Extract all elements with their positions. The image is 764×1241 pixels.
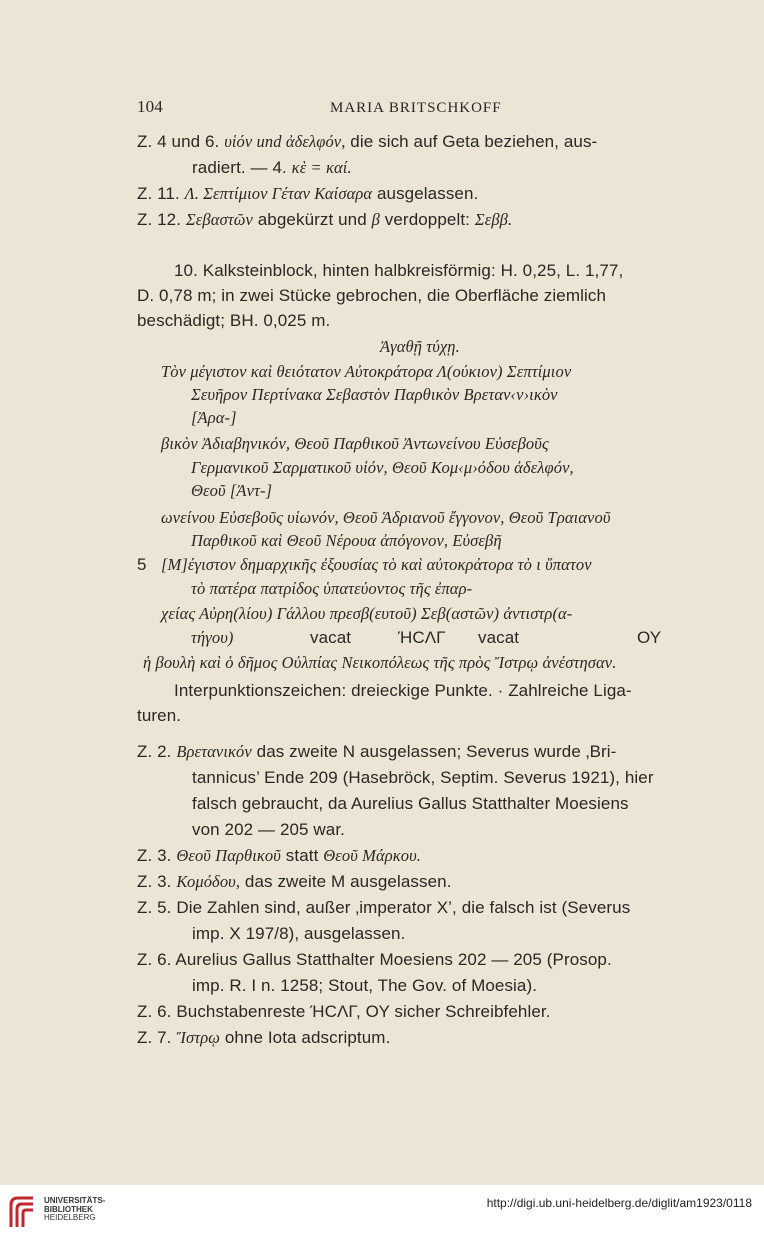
note-text: das zweite Μ ausgelassen. (244, 872, 452, 891)
inscription-line: χείας Αὐρη(λίου) Γάλλου πρεσβ(ευτοῦ) Σεβ(αστῶν) ἀντιστρ(α- (161, 604, 573, 623)
note-greek: Σεβαστῶν (185, 210, 253, 229)
note-text: die sich auf Geta beziehen, aus- (350, 132, 598, 151)
inscription-line: Ἀγαθῇ τύχῃ. (380, 337, 460, 356)
note-greek: β (371, 210, 380, 229)
note-z6b (137, 1001, 551, 1023)
note-cont: von 202 — 205 war. (192, 820, 346, 839)
line-number: 5 (137, 555, 147, 574)
entry-line: 10. Kalksteinblock, hinten halbkreisförmig: H. 0,25, L. 1,77, (174, 261, 624, 280)
interpunct-line: turen. (137, 706, 182, 725)
logo-line: HEIDELBERG (44, 1213, 96, 1222)
note-label: Z. 4 und 6. (137, 132, 220, 151)
logo-line: BIBLIOTHEK (44, 1204, 93, 1214)
note-text: verdoppelt: (384, 210, 470, 229)
running-title: MARIA BRITSCHKOFF (330, 100, 502, 116)
inscription-line: τὸ πατέρα πατρίδος ὑπατεύοντος τῆς ἐπαρ- (191, 579, 473, 598)
note-greek: Σεββ. (474, 210, 513, 229)
note-text: Die Zahlen sind, außer ‚imperator X’, die falsch ist (Severus (176, 898, 631, 917)
inscription-line: Γερμανικοῦ Σαρματικοῦ υἱόν, Θεοῦ Κομ‹μ›όδου ἀδελφόν, (191, 458, 574, 477)
entry-line: beschädigt; BH. 0,025 m. (137, 311, 331, 330)
note-text: radiert. — 4. (192, 158, 287, 177)
note-label: Z. 11. (137, 184, 180, 203)
note-label: Z. 5. (137, 898, 172, 917)
inscription-line: [Μ]έγιστον δημαρχικῆς ἐξουσίας τὸ καὶ αὐτοκράτορα τὸ ι ὕπατον (161, 555, 592, 574)
library-logo-icon (8, 1195, 36, 1229)
inscription-line: τήγου) (191, 628, 234, 647)
note-text: Buchstabenreste ΉCΛΓ, ΟΥ sicher Schreibfehler. (176, 1002, 551, 1021)
note-z7 (137, 1027, 390, 1049)
letter-remains: ΉCΛΓ (398, 628, 446, 647)
note-label: Z. 6. (137, 950, 172, 969)
library-name (44, 1197, 105, 1223)
note-z6 (137, 949, 612, 971)
note-z4-cont (192, 157, 352, 179)
note-text: statt (285, 846, 319, 865)
inscription-line: ἡ βουλὴ καὶ ὁ δῆμος Οὐλπίας Νεικοπόλεως τῆς πρὸς Ἴστρῳ ἀνέστησαν. (143, 653, 617, 672)
note-cont: imp. X 197/8), ausgelassen. (192, 924, 406, 943)
note-z3 (137, 845, 421, 867)
note-label: Z. 12. (137, 210, 182, 229)
source-url[interactable]: http://digi.ub.uni-heidelberg.de/diglit/am1923/0118 (486, 1196, 752, 1210)
inscription-line: Τὸν μέγιστον καὶ θειότατον Αὐτοκράτορα Λ(ούκιον) Σεπτίμιον (161, 362, 572, 381)
interpunct-line: Interpunktionszeichen: dreieckige Punkte. · Zahlreiche Liga- (174, 681, 632, 700)
note-text: Aurelius Gallus Statthalter Moesiens 202 — 205 (Prosop. (175, 950, 612, 969)
note-greek: Κομόδου, (176, 872, 241, 891)
note-z5 (137, 897, 630, 919)
note-greek: Λ. Σεπτίμιον Γέταν Καίσαρα (184, 184, 373, 203)
note-label: Z. 7. (137, 1028, 172, 1047)
note-z4 (137, 131, 597, 153)
note-greek: Θεοῦ Παρθικοῦ (176, 846, 281, 865)
inscription-line: [Ἀρα-] (191, 408, 237, 427)
note-z3b (137, 871, 452, 893)
note-label: Z. 6. (137, 1002, 172, 1021)
note-cont: falsch gebraucht, da Aurelius Gallus Statthalter Moesiens (192, 794, 629, 813)
note-greek: Βρετανικόν (176, 742, 252, 761)
vacat-label: vacat (310, 628, 352, 647)
letter-remains: ΟΥ (637, 628, 662, 647)
inscription-line: Θεοῦ [Ἀντ-] (191, 481, 273, 500)
logo-line: UNIVERSITÄTS- (44, 1196, 106, 1205)
note-label: Z. 3. (137, 846, 172, 865)
footer-bar (0, 1185, 764, 1241)
note-text: ausgelassen. (376, 184, 479, 203)
note-greek: Θεοῦ Μάρκου. (323, 846, 421, 865)
note-z11 (137, 183, 478, 205)
note-greek: κὲ = καί. (291, 158, 352, 177)
note-label: Z. 3. (137, 872, 172, 891)
note-z2 (137, 741, 616, 763)
page-number: 104 (137, 97, 163, 116)
note-label: Z. 2. (137, 742, 172, 761)
inscription-line: ωνείνου Εὐσεβοῦς υἱωνόν, Θεοῦ Ἁδριανοῦ ἔγγονον, Θεοῦ Τραιανοῦ (161, 508, 611, 527)
note-text: ohne Iota adscriptum. (224, 1028, 391, 1047)
entry-line: D. 0,78 m; in zwei Stücke gebrochen, die Oberfläche ziemlich (137, 286, 607, 305)
note-text: abgekürzt und (257, 210, 367, 229)
note-cont: imp. R. I n. 1258; Stout, The Gov. of Moesia). (192, 976, 538, 995)
vacat-label: vacat (478, 628, 520, 647)
note-cont: tannicus’ Ende 209 (Hasebröck, Septim. Severus 1921), hier (192, 768, 654, 787)
note-greek: υἱόν und ἀδελφόν, (224, 132, 346, 151)
inscription-line: Παρθικοῦ καὶ Θεοῦ Νέρουα ἀπόγονον, Εὐσεβῆ (191, 531, 502, 550)
note-z12 (137, 209, 512, 231)
note-greek: Ἴστρῳ (176, 1028, 220, 1047)
inscription-line: Σευῆρον Περτίνακα Σεβαστὸν Παρθικὸν Βρεταν‹ν›ικὸν (191, 385, 558, 404)
note-text: das zweite Ν ausgelassen; Severus wurde ‚Bri- (256, 742, 617, 761)
inscription-line: βικὸν Ἀδιαβηνικόν, Θεοῦ Παρθικοῦ Ἀντωνείνου Εὐσεβοῦς (161, 434, 549, 453)
